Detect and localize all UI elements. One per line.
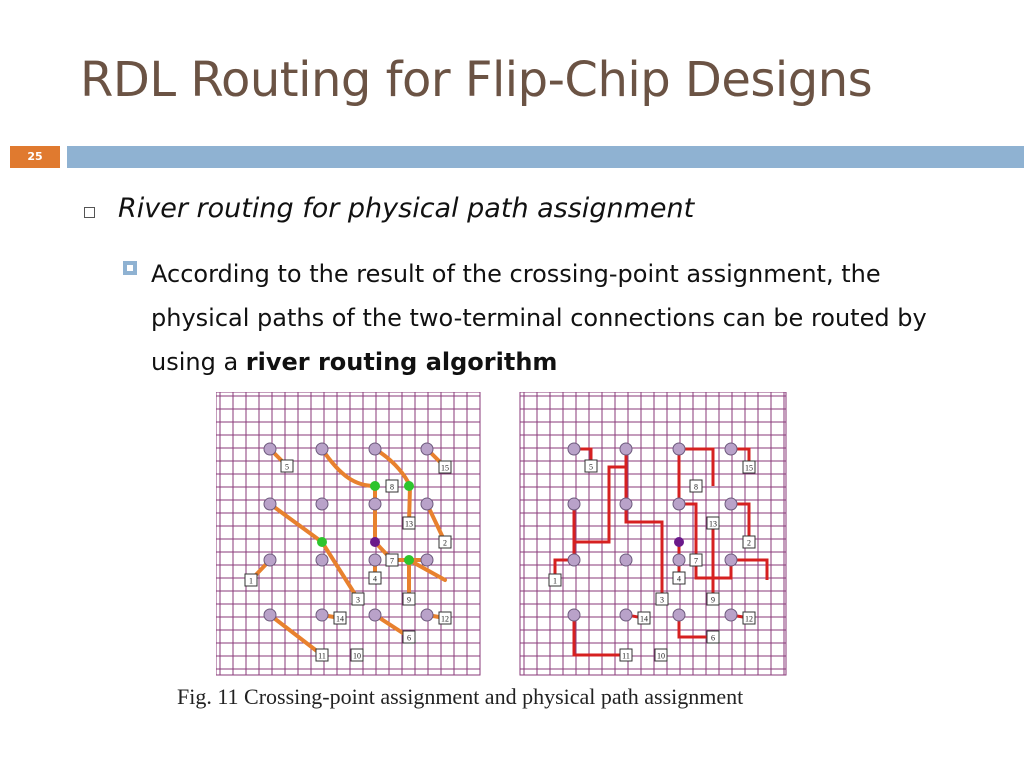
filled-square-bullet-icon (123, 261, 137, 275)
finger-label: 5 (589, 462, 593, 472)
finger-label: 12 (441, 614, 449, 624)
finger-label: 6 (711, 633, 715, 643)
finger-label: 14 (640, 614, 648, 624)
finger-label: 14 (336, 614, 344, 624)
bump-pad (725, 609, 737, 621)
bump-pad (725, 443, 737, 455)
finger-label: 12 (745, 614, 753, 624)
bump-pad (568, 443, 580, 455)
finger-label: 9 (711, 595, 715, 605)
bump-pad (725, 498, 737, 510)
bump-pad (369, 443, 381, 455)
finger-label: 5 (285, 462, 289, 472)
finger-label: 7 (390, 556, 394, 566)
bump-pad (264, 609, 276, 621)
routing-figure-svg (216, 392, 791, 677)
finger-label: 10 (657, 651, 665, 661)
bump-pad (568, 554, 580, 566)
finger-label: 11 (622, 651, 630, 661)
slide-title: RDL Routing for Flip-Chip Designs (80, 52, 873, 108)
figure (216, 392, 791, 681)
finger-label: 15 (441, 463, 449, 473)
right-routing-grid (520, 392, 786, 675)
bump-pad (673, 443, 685, 455)
bump-pad (264, 443, 276, 455)
finger-label: 8 (390, 482, 394, 492)
bump-pad (421, 554, 433, 566)
bullet-level2-plain: According to the result of the crossing-point assignment, the physical paths of the two-terminal connections can be routed by using a (151, 260, 927, 376)
bump-pad (369, 498, 381, 510)
finger-label: 6 (407, 633, 411, 643)
bump-pad (369, 554, 381, 566)
finger-label: 3 (660, 595, 664, 605)
bump-pad (568, 498, 580, 510)
finger-label: 2 (443, 538, 447, 548)
bump-pad (673, 609, 685, 621)
crossing-point-dot (674, 537, 684, 547)
bump-pad (264, 554, 276, 566)
title-rule-bar (67, 146, 1024, 168)
slide-number: 25 (10, 146, 60, 168)
bump-pad (369, 609, 381, 621)
finger-label: 1 (553, 576, 557, 586)
bump-pad (620, 609, 632, 621)
crossing-point-dot (317, 537, 327, 547)
finger-label: 8 (694, 482, 698, 492)
bullet-level2-text (151, 252, 981, 384)
bullet-level2-bold: river routing algorithm (245, 348, 558, 376)
bump-pad (316, 609, 328, 621)
figure-caption: Fig. 11 Crossing-point assignment and physical path assignment (177, 684, 744, 709)
crossing-point-dot (404, 555, 414, 565)
finger-label: 4 (677, 574, 681, 584)
finger-label: 4 (373, 574, 377, 584)
finger-label: 1 (249, 576, 253, 586)
bump-pad (620, 554, 632, 566)
finger-label: 13 (709, 519, 717, 529)
bump-pad (421, 498, 433, 510)
bump-pad (725, 554, 737, 566)
finger-label: 9 (407, 595, 411, 605)
finger-label: 11 (318, 651, 326, 661)
finger-label: 3 (356, 595, 360, 605)
bump-pad (620, 443, 632, 455)
bump-pad (421, 609, 433, 621)
finger-label: 13 (405, 519, 413, 529)
bump-pad (316, 554, 328, 566)
finger-label: 2 (747, 538, 751, 548)
bump-pad (673, 498, 685, 510)
hollow-square-bullet-icon (84, 207, 95, 218)
bullet-level1-text: River routing for physical path assignment (118, 193, 695, 224)
bump-pad (673, 554, 685, 566)
bump-pad (264, 498, 276, 510)
finger-label: 7 (694, 556, 698, 566)
finger-label: 15 (745, 463, 753, 473)
finger-label: 10 (353, 651, 361, 661)
bump-pad (568, 609, 580, 621)
crossing-point-dot (404, 481, 414, 491)
bump-pad (316, 498, 328, 510)
bump-pad (620, 498, 632, 510)
crossing-point-dot (370, 481, 380, 491)
left-routing-grid (216, 392, 480, 675)
crossing-point-dot (370, 537, 380, 547)
bump-pad (421, 443, 433, 455)
bump-pad (316, 443, 328, 455)
